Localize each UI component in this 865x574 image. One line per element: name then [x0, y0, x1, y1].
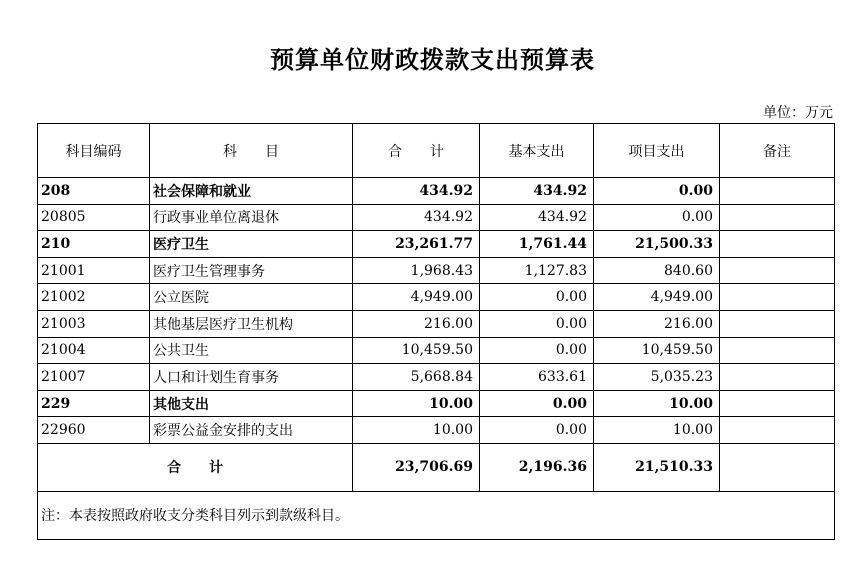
total-project: 21,510.33 — [594, 443, 720, 491]
budget-table — [37, 123, 835, 540]
row-total: 10,459.50 — [353, 337, 480, 364]
row-code: 21002 — [38, 284, 150, 311]
table-note: 注：本表按照政府收支分类科目列示到款级科目。 — [38, 491, 835, 539]
row-code: 21004 — [38, 337, 150, 364]
row-remark — [720, 231, 835, 258]
row-code: 210 — [38, 231, 150, 258]
row-name: 医疗卫生管理事务 — [150, 257, 353, 284]
row-remark — [720, 284, 835, 311]
row-name: 行政事业单位离退休 — [150, 204, 353, 231]
table-row — [38, 310, 835, 337]
row-basic: 0.00 — [480, 310, 594, 337]
row-name: 其他支出 — [150, 390, 353, 417]
row-remark — [720, 310, 835, 337]
total-label: 合 计 — [38, 443, 353, 491]
table-row — [38, 204, 835, 231]
row-project: 216.00 — [594, 310, 720, 337]
row-code: 21007 — [38, 364, 150, 391]
row-project: 5,035.23 — [594, 364, 720, 391]
row-total: 10.00 — [353, 417, 480, 444]
row-basic: 0.00 — [480, 337, 594, 364]
row-project: 0.00 — [594, 178, 720, 205]
row-project: 10.00 — [594, 417, 720, 444]
header-remark: 备注 — [720, 124, 835, 178]
row-basic: 633.61 — [480, 364, 594, 391]
row-total: 216.00 — [353, 310, 480, 337]
table-row — [38, 231, 835, 258]
header-project: 项目支出 — [594, 124, 720, 178]
row-project: 840.60 — [594, 257, 720, 284]
row-name: 公立医院 — [150, 284, 353, 311]
row-remark — [720, 337, 835, 364]
row-total: 10.00 — [353, 390, 480, 417]
note-row — [38, 491, 835, 539]
row-basic: 434.92 — [480, 204, 594, 231]
row-project: 21,500.33 — [594, 231, 720, 258]
row-basic: 0.00 — [480, 417, 594, 444]
row-remark — [720, 257, 835, 284]
row-remark — [720, 390, 835, 417]
row-code: 229 — [38, 390, 150, 417]
header-code: 科目编码 — [38, 124, 150, 178]
total-basic: 2,196.36 — [480, 443, 594, 491]
row-total: 5,668.84 — [353, 364, 480, 391]
table-row — [38, 417, 835, 444]
table-row — [38, 178, 835, 205]
row-basic: 1,127.83 — [480, 257, 594, 284]
row-total: 434.92 — [353, 178, 480, 205]
total-total: 23,706.69 — [353, 443, 480, 491]
unit-label: 单位：万元 — [763, 105, 833, 121]
table-row — [38, 390, 835, 417]
row-total: 23,261.77 — [353, 231, 480, 258]
row-project: 10.00 — [594, 390, 720, 417]
row-project: 4,949.00 — [594, 284, 720, 311]
row-total: 4,949.00 — [353, 284, 480, 311]
page-title: 预算单位财政拨款支出预算表 — [270, 45, 595, 74]
row-basic: 434.92 — [480, 178, 594, 205]
row-remark — [720, 178, 835, 205]
header-total: 合 计 — [353, 124, 480, 178]
row-total: 1,968.43 — [353, 257, 480, 284]
table-row — [38, 364, 835, 391]
row-code: 208 — [38, 178, 150, 205]
row-code: 20805 — [38, 204, 150, 231]
row-name: 医疗卫生 — [150, 231, 353, 258]
row-remark — [720, 417, 835, 444]
total-row — [38, 443, 835, 491]
row-remark — [720, 204, 835, 231]
row-name: 彩票公益金安排的支出 — [150, 417, 353, 444]
header-basic: 基本支出 — [480, 124, 594, 178]
row-basic: 0.00 — [480, 284, 594, 311]
row-code: 21003 — [38, 310, 150, 337]
table-row — [38, 337, 835, 364]
row-name: 公共卫生 — [150, 337, 353, 364]
row-name: 人口和计划生育事务 — [150, 364, 353, 391]
table-row — [38, 257, 835, 284]
header-row — [38, 124, 835, 178]
row-basic: 0.00 — [480, 390, 594, 417]
row-remark — [720, 364, 835, 391]
table-row — [38, 284, 835, 311]
row-name: 其他基层医疗卫生机构 — [150, 310, 353, 337]
row-code: 22960 — [38, 417, 150, 444]
row-code: 21001 — [38, 257, 150, 284]
row-basic: 1,761.44 — [480, 231, 594, 258]
row-project: 0.00 — [594, 204, 720, 231]
row-project: 10,459.50 — [594, 337, 720, 364]
total-remark — [720, 443, 835, 491]
header-subject: 科 目 — [150, 124, 353, 178]
row-total: 434.92 — [353, 204, 480, 231]
row-name: 社会保障和就业 — [150, 178, 353, 205]
